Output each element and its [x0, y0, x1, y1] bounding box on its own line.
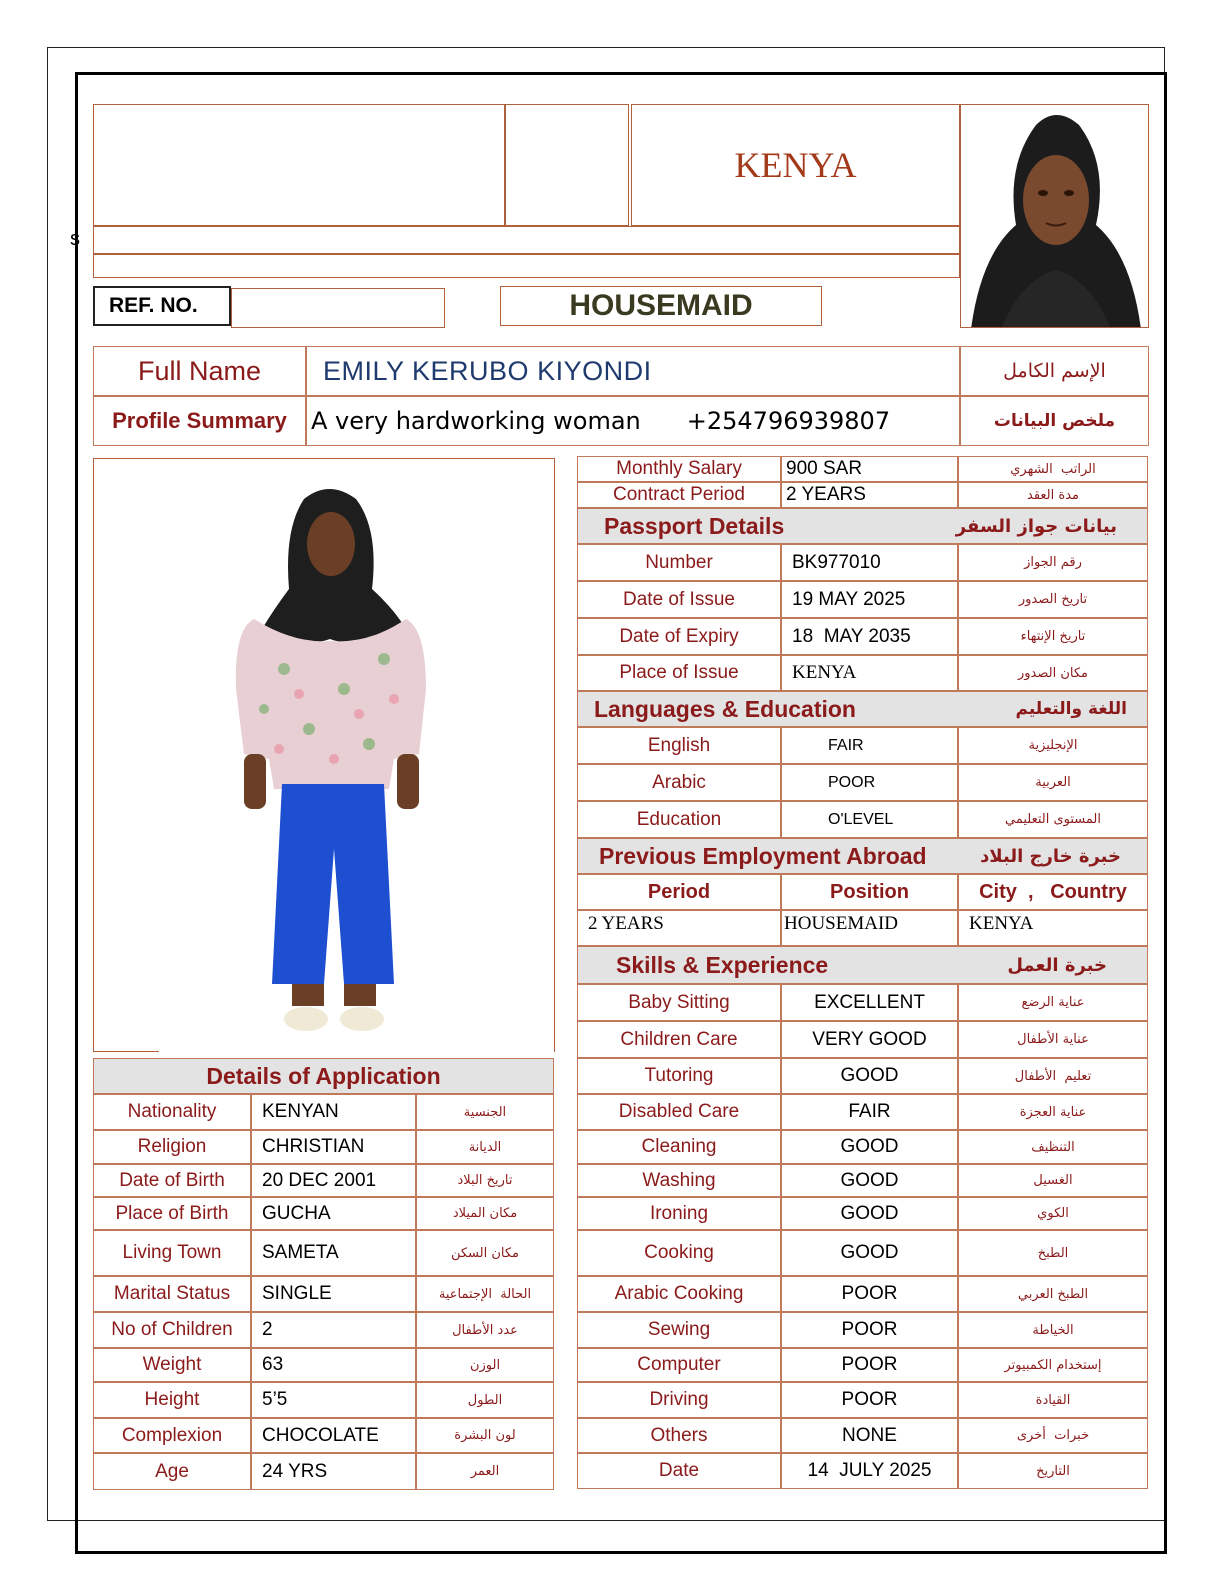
skills-11-ar-cell — [958, 1382, 1148, 1418]
application-title: Details of Application — [206, 1062, 441, 1089]
skills-1-label: Children Care — [620, 1028, 738, 1050]
application-9-label-cell — [93, 1418, 251, 1453]
skills-11-value-cell — [781, 1382, 958, 1418]
contract-0-ar-cell — [958, 456, 1148, 482]
skills-0-label-cell — [577, 984, 781, 1021]
skills-4-ar: التنظيف — [1031, 1139, 1075, 1155]
skills-11-label-cell — [577, 1382, 781, 1418]
skills-9-value-cell — [781, 1312, 958, 1348]
skills-9-ar-cell — [958, 1312, 1148, 1348]
languages-2-label: Education — [636, 808, 722, 830]
languages-1-label-cell — [577, 764, 781, 801]
passport-2-value: 18 MAY 2035 — [792, 625, 911, 647]
application-4-ar: مكان السكن — [450, 1245, 520, 1261]
full-name-value-cell — [306, 346, 960, 396]
passport-0-value: BK977010 — [792, 551, 881, 573]
passport-header — [577, 508, 1148, 544]
skills-8-value-cell — [781, 1276, 958, 1312]
application-10-ar: العمر — [470, 1464, 500, 1479]
application-2-label: Date of Birth — [119, 1169, 225, 1191]
application-0-label: Nationality — [127, 1101, 217, 1122]
application-10-label-cell — [93, 1453, 251, 1490]
employment-col-position-label: Position — [830, 880, 909, 903]
application-4-ar-cell — [416, 1230, 554, 1276]
application-0-label-cell — [93, 1094, 251, 1130]
skills-7-label: Cooking — [644, 1242, 714, 1263]
skills-12-value: NONE — [842, 1424, 897, 1446]
passport-2-label-cell — [577, 618, 781, 655]
skills-11-label: Driving — [649, 1389, 709, 1410]
photo-bottom-line — [93, 1051, 159, 1052]
application-6-label: No of Children — [111, 1319, 233, 1340]
skills-11-value: POOR — [841, 1389, 898, 1410]
skills-2-label-cell — [577, 1058, 781, 1094]
application-5-label-cell — [93, 1276, 251, 1312]
languages-0-label: English — [647, 734, 711, 756]
skills-6-ar-cell — [958, 1197, 1148, 1230]
languages-0-value-cell — [781, 727, 958, 764]
application-3-value-cell — [251, 1197, 416, 1230]
languages-2-ar: المستوى التعليمي — [1005, 812, 1101, 827]
application-1-label: Religion — [137, 1136, 207, 1157]
languages-1-value: POOR — [828, 773, 876, 791]
skills-1-ar: عناية الأطفال — [1017, 1032, 1089, 1047]
skills-4-label-cell — [577, 1130, 781, 1164]
passport-3-ar-cell — [958, 655, 1148, 691]
profile-value: A very hardworking woman — [311, 407, 641, 435]
application-5-label: Marital Status — [113, 1283, 231, 1304]
passport-title: Passport Details — [604, 512, 785, 539]
employment-title: Previous Employment Abroad — [599, 842, 927, 869]
skills-10-value-cell — [781, 1348, 958, 1382]
passport-1-label: Date of Issue — [623, 588, 735, 610]
application-5-value-cell — [251, 1276, 416, 1312]
skills-2-ar-cell — [958, 1058, 1148, 1094]
skills-0-value: EXCELLENT — [814, 991, 925, 1013]
passport-0-ar-cell — [958, 544, 1148, 581]
skills-3-label-cell — [577, 1094, 781, 1130]
contract-0-value: 900 SAR — [786, 458, 863, 479]
employment-header — [577, 838, 1148, 874]
headshot-illustration — [961, 105, 1149, 328]
skills-8-value: POOR — [841, 1283, 898, 1304]
skills-6-ar: الكوي — [1037, 1206, 1069, 1221]
full-body-photo — [93, 458, 555, 1052]
skills-2-value-cell — [781, 1058, 958, 1094]
profile-ar-cell — [960, 396, 1149, 446]
skills-7-value: GOOD — [840, 1242, 899, 1263]
application-8-value-cell — [251, 1382, 416, 1418]
skills-10-label-cell — [577, 1348, 781, 1382]
application-6-value: 2 — [262, 1319, 273, 1340]
skills-6-value: GOOD — [840, 1202, 899, 1224]
application-7-ar: الوزن — [469, 1357, 501, 1373]
header-box-left — [93, 104, 505, 226]
skills-9-ar: الخياطة — [1032, 1322, 1074, 1338]
country-title: KENYA — [734, 145, 857, 185]
application-1-ar-cell — [416, 1130, 554, 1164]
full-body-illustration — [94, 459, 554, 1052]
skills-3-label: Disabled Care — [618, 1101, 740, 1122]
languages-1-label: Arabic — [652, 771, 706, 793]
skills-0-ar: عناية الرضع — [1021, 995, 1085, 1010]
headshot-photo — [960, 104, 1149, 328]
skills-5-ar: الغسيل — [1033, 1173, 1073, 1188]
application-4-label: Living Town — [122, 1242, 222, 1263]
employment-col-period-label: Period — [647, 880, 711, 903]
skills-9-label-cell — [577, 1312, 781, 1348]
skills-7-ar: الطبخ — [1037, 1245, 1069, 1261]
contract-1-ar-cell — [958, 482, 1148, 508]
contract-1-label: Contract Period — [612, 484, 745, 505]
application-8-label-cell — [93, 1382, 251, 1418]
skills-2-value: GOOD — [840, 1065, 899, 1086]
contract-1-value: 2 YEARS — [786, 484, 866, 505]
languages-2-label-cell — [577, 801, 781, 838]
skills-4-ar-cell — [958, 1130, 1148, 1164]
skills-5-label: Washing — [642, 1169, 716, 1191]
passport-2-value-cell — [781, 618, 958, 655]
skills-12-ar: خبرات أخرى — [1016, 1428, 1090, 1443]
skills-5-label-cell — [577, 1164, 781, 1197]
skills-10-value: POOR — [841, 1354, 898, 1375]
ref-value-box[interactable] — [231, 288, 445, 328]
languages-header — [577, 691, 1148, 727]
application-3-ar: مكان الميلاد — [452, 1206, 518, 1221]
skills-header — [577, 946, 1148, 984]
profile-value-cell — [306, 396, 960, 446]
skills-0-label: Baby Sitting — [628, 991, 730, 1013]
contract-1-label-cell — [577, 482, 781, 508]
passport-2-ar-cell — [958, 618, 1148, 655]
application-1-value-cell — [251, 1130, 416, 1164]
employment-col-position — [781, 874, 958, 910]
skills-13-ar: التاريخ — [1036, 1463, 1070, 1479]
application-3-label-cell — [93, 1197, 251, 1230]
skills-4-value-cell — [781, 1130, 958, 1164]
skills-title: Skills & Experience — [616, 951, 829, 978]
skills-7-ar-cell — [958, 1230, 1148, 1276]
application-0-ar-cell — [416, 1094, 554, 1130]
application-6-value-cell — [251, 1312, 416, 1348]
application-9-ar-cell — [416, 1418, 554, 1453]
passport-3-value-cell — [781, 655, 958, 691]
application-0-ar: الجنسية — [463, 1104, 507, 1120]
application-0-value: KENYAN — [262, 1101, 339, 1122]
skills-8-label: Arabic Cooking — [614, 1283, 744, 1304]
employment-title-ar: خبرة خارج البلاد — [980, 845, 1121, 867]
skills-6-label: Ironing — [649, 1202, 709, 1224]
header-strip-1 — [93, 226, 960, 254]
application-1-label-cell — [93, 1130, 251, 1164]
application-1-ar: الديانة — [468, 1139, 502, 1155]
position-box — [500, 286, 822, 326]
skills-12-label: Others — [650, 1424, 708, 1446]
application-8-value: 5’5 — [262, 1389, 288, 1410]
application-7-label: Weight — [142, 1354, 202, 1375]
passport-1-value-cell — [781, 581, 958, 618]
skills-10-ar-cell — [958, 1348, 1148, 1382]
application-4-label-cell — [93, 1230, 251, 1276]
application-1-value: CHRISTIAN — [262, 1136, 365, 1157]
application-7-value: 63 — [262, 1354, 284, 1375]
employment-row-period — [577, 910, 781, 946]
application-header — [93, 1058, 554, 1094]
contract-0-ar: الراتب الشهري — [1010, 461, 1096, 477]
skills-2-label: Tutoring — [644, 1065, 714, 1086]
employment-row-position — [781, 910, 958, 946]
employment-row-country — [958, 910, 1148, 946]
application-7-ar-cell — [416, 1348, 554, 1382]
passport-0-label-cell — [577, 544, 781, 581]
application-9-value-cell — [251, 1418, 416, 1453]
passport-3-label: Place of Issue — [619, 662, 739, 683]
skills-5-value: GOOD — [840, 1169, 899, 1191]
skills-3-value: FAIR — [848, 1101, 891, 1122]
skills-1-value-cell — [781, 1021, 958, 1058]
skills-0-value-cell — [781, 984, 958, 1021]
skills-12-value-cell — [781, 1418, 958, 1453]
application-9-label: Complexion — [121, 1424, 223, 1446]
skills-13-value-cell — [781, 1453, 958, 1489]
skills-8-ar-cell — [958, 1276, 1148, 1312]
contract-0-label: Monthly Salary — [616, 458, 742, 479]
application-5-ar-cell — [416, 1276, 554, 1312]
languages-0-ar: الإنجليزية — [1028, 738, 1078, 753]
passport-3-ar: مكان الصدور — [1017, 665, 1088, 681]
skills-1-ar-cell — [958, 1021, 1148, 1058]
skills-8-label-cell — [577, 1276, 781, 1312]
contract-1-ar: مدة العقد — [1027, 487, 1079, 503]
profile-ar: ملخص البيانات — [993, 411, 1116, 431]
languages-2-ar-cell — [958, 801, 1148, 838]
full-name-ar: الإسم الكامل — [1003, 360, 1106, 382]
skills-13-value: 14 JULY 2025 — [807, 1460, 932, 1481]
application-10-value: 24 YRS — [262, 1460, 328, 1482]
full-name-ar-cell — [960, 346, 1149, 396]
languages-0-value: FAIR — [828, 736, 864, 754]
profile-label-cell — [93, 396, 306, 446]
passport-0-ar: رقم الجواز — [1024, 555, 1082, 570]
languages-0-label-cell — [577, 727, 781, 764]
application-8-label: Height — [144, 1389, 200, 1410]
skills-7-value-cell — [781, 1230, 958, 1276]
passport-2-label: Date of Expiry — [619, 625, 739, 647]
passport-3-value: KENYA — [792, 662, 857, 683]
languages-2-value-cell — [781, 801, 958, 838]
application-5-value: SINGLE — [262, 1283, 332, 1304]
skills-12-label-cell — [577, 1418, 781, 1453]
application-10-value-cell — [251, 1453, 416, 1490]
skills-5-value-cell — [781, 1164, 958, 1197]
application-7-label-cell — [93, 1348, 251, 1382]
skills-1-label-cell — [577, 1021, 781, 1058]
languages-title-ar: اللغة والتعليم — [1015, 699, 1127, 719]
ref-label-box — [93, 286, 231, 326]
skills-6-value-cell — [781, 1197, 958, 1230]
passport-2-ar: تاريخ الإنتهاء — [1020, 629, 1086, 644]
skills-3-ar-cell — [958, 1094, 1148, 1130]
skills-4-value: GOOD — [840, 1136, 899, 1157]
skills-3-ar: عناية العجزة — [1019, 1104, 1087, 1120]
application-6-ar: عدد الأطفال — [452, 1322, 518, 1338]
skills-9-label: Sewing — [647, 1319, 711, 1340]
skills-7-label-cell — [577, 1230, 781, 1276]
skills-5-ar-cell — [958, 1164, 1148, 1197]
languages-1-value-cell — [781, 764, 958, 801]
passport-0-label: Number — [645, 551, 713, 573]
header-strip-2 — [93, 254, 960, 278]
employment-col-city — [958, 874, 1148, 910]
skills-11-ar: القيادة — [1035, 1392, 1071, 1408]
languages-1-ar-cell — [958, 764, 1148, 801]
position-title: HOUSEMAID — [569, 289, 753, 322]
contract-0-label-cell — [577, 456, 781, 482]
languages-0-ar-cell — [958, 727, 1148, 764]
skills-9-value: POOR — [841, 1319, 898, 1340]
application-6-ar-cell — [416, 1312, 554, 1348]
passport-1-value: 19 MAY 2025 — [792, 588, 906, 610]
stray-mark: s — [70, 228, 80, 250]
contract-1-value-cell — [781, 482, 958, 508]
application-4-value-cell — [251, 1230, 416, 1276]
passport-title-ar: بيانات جواز السفر — [955, 515, 1117, 537]
ref-label: REF. NO. — [109, 294, 198, 317]
skills-12-ar-cell — [958, 1418, 1148, 1453]
application-0-value-cell — [251, 1094, 416, 1130]
application-10-ar-cell — [416, 1453, 554, 1490]
application-2-ar-cell — [416, 1164, 554, 1197]
passport-0-value-cell — [781, 544, 958, 581]
application-2-value-cell — [251, 1164, 416, 1197]
contract-0-value-cell — [781, 456, 958, 482]
application-9-ar: لون البشرة — [454, 1428, 516, 1443]
skills-4-label: Cleaning — [641, 1136, 717, 1157]
skills-2-ar: تعليم الأطفال — [1014, 1068, 1092, 1084]
skills-10-ar: إستخدام الكمبيوتر — [1004, 1357, 1102, 1373]
full-name-value: EMILY KERUBO KIYONDI — [323, 355, 652, 386]
skills-3-value-cell — [781, 1094, 958, 1130]
application-3-value: GUCHA — [262, 1202, 331, 1224]
skills-1-value: VERY GOOD — [812, 1028, 927, 1050]
skills-10-label: Computer — [637, 1354, 721, 1375]
application-4-value: SAMETA — [262, 1242, 339, 1263]
skills-13-label: Date — [658, 1460, 700, 1481]
application-9-value: CHOCOLATE — [262, 1424, 379, 1446]
skills-6-label-cell — [577, 1197, 781, 1230]
languages-1-ar: العربية — [1035, 775, 1071, 790]
application-8-ar: الطول — [467, 1392, 503, 1408]
phone-number: +254796939807 — [686, 407, 891, 435]
application-8-ar-cell — [416, 1382, 554, 1418]
languages-2-value: O'LEVEL — [828, 810, 894, 828]
skills-13-label-cell — [577, 1453, 781, 1489]
passport-1-label-cell — [577, 581, 781, 618]
skills-13-ar-cell — [958, 1453, 1148, 1489]
application-3-label: Place of Birth — [115, 1202, 229, 1224]
passport-3-label-cell — [577, 655, 781, 691]
application-7-value-cell — [251, 1348, 416, 1382]
employment-period-value: 2 YEARS — [588, 913, 664, 934]
header-box-middle — [505, 104, 629, 226]
skills-8-ar: الطبخ العربي — [1017, 1286, 1089, 1302]
application-2-label-cell — [93, 1164, 251, 1197]
application-2-ar: تاريخ البلاد — [457, 1173, 513, 1188]
application-10-label: Age — [155, 1460, 189, 1482]
full-name-label-cell — [93, 346, 306, 396]
employment-country-value: KENYA — [969, 913, 1034, 934]
application-6-label-cell — [93, 1312, 251, 1348]
passport-1-ar-cell — [958, 581, 1148, 618]
application-5-ar: الحالة الإجتماعية — [438, 1286, 532, 1302]
skills-0-ar-cell — [958, 984, 1148, 1021]
employment-col-period — [577, 874, 781, 910]
country-box — [631, 104, 960, 226]
profile-label: Profile Summary — [112, 408, 287, 433]
languages-title: Languages & Education — [594, 695, 856, 722]
employment-position-value: HOUSEMAID — [784, 913, 898, 934]
skills-title-ar: خبرة العمل — [1007, 954, 1107, 976]
full-name-label: Full Name — [137, 355, 262, 386]
employment-col-city-label: City , Country — [979, 880, 1127, 903]
application-2-value: 20 DEC 2001 — [262, 1169, 377, 1191]
passport-1-ar: تاريخ الصدور — [1018, 592, 1088, 607]
application-3-ar-cell — [416, 1197, 554, 1230]
